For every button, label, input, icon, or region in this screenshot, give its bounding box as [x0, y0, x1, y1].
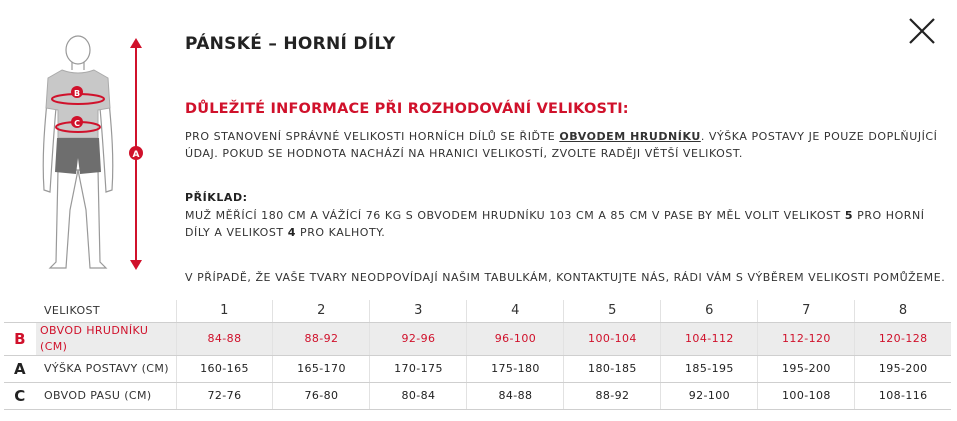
- table-cell: 92-100: [661, 382, 758, 409]
- table-cell: 84-88: [467, 382, 564, 409]
- height-arrow-top: [130, 38, 142, 48]
- table-cell: 170-175: [370, 355, 467, 382]
- row-label-height: VÝŠKA POSTAVY (CM): [36, 355, 176, 382]
- figure-shorts: [55, 138, 101, 174]
- size-header-label: VELIKOST: [44, 304, 101, 318]
- table-cell: 72-76: [176, 382, 273, 409]
- size-header-7: 7: [758, 300, 855, 322]
- table-cell: 165-170: [273, 355, 370, 382]
- table-cell: 88-92: [273, 322, 370, 355]
- body-measurement-figure: [30, 30, 150, 275]
- table-cell: 108-116: [855, 382, 951, 409]
- size-header-3: 3: [370, 300, 467, 322]
- table-cell: 88-92: [564, 382, 661, 409]
- marker-b: B: [73, 89, 81, 98]
- p2-text-1: MUŽ MĚŘÍCÍ 180 CM A VÁŽÍCÍ 76 KG S OBVODEM HRUDNÍKU 103 CM A 85 CM V PASE BY MĚL VOLIT VELIKOST: [185, 209, 845, 222]
- p1-bold-chest: OBVODEM HRUDNÍKU: [559, 130, 701, 143]
- p1-text-2: . VÝŠKA POSTAVY JE POUZE DOPLŇUJÍCÍ ÚDAJ. POKUD SE HODNOTA NACHÁZÍ NA HRANICI VELIKOSTÍ, ZVOLTE RADĚJI VĚTŠÍ VELIKOST.: [185, 130, 938, 160]
- page-title: PÁNSKÉ – HORNÍ DÍLY: [185, 34, 396, 54]
- table-cell: 160-165: [176, 355, 273, 382]
- table-cell: 175-180: [467, 355, 564, 382]
- size-header-8: 8: [855, 300, 951, 322]
- size-header-5: 5: [564, 300, 661, 322]
- row-letter-b: B: [4, 322, 36, 355]
- row-letter-a: A: [4, 355, 36, 382]
- info-paragraph-chest: [185, 128, 950, 162]
- table-row-height: [4, 355, 951, 382]
- table-cell: 195-200: [855, 355, 951, 382]
- table-cell: 195-200: [758, 355, 855, 382]
- p2-bold-size-top: 5: [844, 209, 854, 222]
- table-cell: 80-84: [370, 382, 467, 409]
- p2-text-3: PRO KALHOTY.: [295, 226, 386, 239]
- info-paragraph-example: [185, 207, 950, 241]
- marker-c: C: [74, 119, 80, 128]
- figure-head: [66, 36, 90, 64]
- table-cell: 112-120: [758, 322, 855, 355]
- row-label-waist: OBVOD PASU (CM): [36, 382, 176, 409]
- table-cell: 96-100: [467, 322, 564, 355]
- info-paragraph-contact: V PŘÍPADĚ, ŽE VAŠE TVARY NEODPOVÍDAJÍ NAŠIM TABULKÁM, KONTAKTUJTE NÁS, RÁDI VÁM S VÝBĚREM VELIKOSTI POMŮŽEME.: [185, 271, 946, 284]
- height-arrow-bottom: [130, 260, 142, 270]
- p2-bold-size-pants: 4: [287, 226, 296, 239]
- table-cell: 180-185: [564, 355, 661, 382]
- header-letter-cell: [4, 300, 36, 322]
- size-header-4: 4: [467, 300, 564, 322]
- table-row-chest: [4, 322, 951, 355]
- row-letter-c: C: [4, 382, 36, 409]
- table-cell: 100-108: [758, 382, 855, 409]
- p2-text-2: PRO HORNÍ DÍLY A VELIKOST: [185, 209, 925, 239]
- table-cell: 120-128: [855, 322, 951, 355]
- size-table-header-row: [4, 300, 951, 322]
- close-icon[interactable]: [905, 14, 939, 48]
- row-label-chest: OBVOD HRUDNÍKU (CM): [36, 322, 176, 355]
- table-cell: 84-88: [176, 322, 273, 355]
- table-row-waist: [4, 382, 951, 409]
- table-cell: 104-112: [661, 322, 758, 355]
- size-table: [4, 300, 951, 410]
- table-cell: 185-195: [661, 355, 758, 382]
- size-header-2: 2: [273, 300, 370, 322]
- p1-text-1: PRO STANOVENÍ SPRÁVNÉ VELIKOSTI HORNÍCH DÍLŮ SE ŘIĎTE: [185, 130, 560, 143]
- important-heading: DŮLEŽITÉ INFORMACE PŘI ROZHODOVÁNÍ VELIKOSTI:: [185, 101, 629, 117]
- table-cell: 92-96: [370, 322, 467, 355]
- size-header-1: 1: [176, 300, 273, 322]
- example-label: PŘÍKLAD:: [185, 191, 248, 204]
- figure-legs: [50, 170, 106, 268]
- table-cell: 100-104: [564, 322, 661, 355]
- size-header-6: 6: [661, 300, 758, 322]
- marker-a: A: [132, 150, 140, 160]
- table-cell: 76-80: [273, 382, 370, 409]
